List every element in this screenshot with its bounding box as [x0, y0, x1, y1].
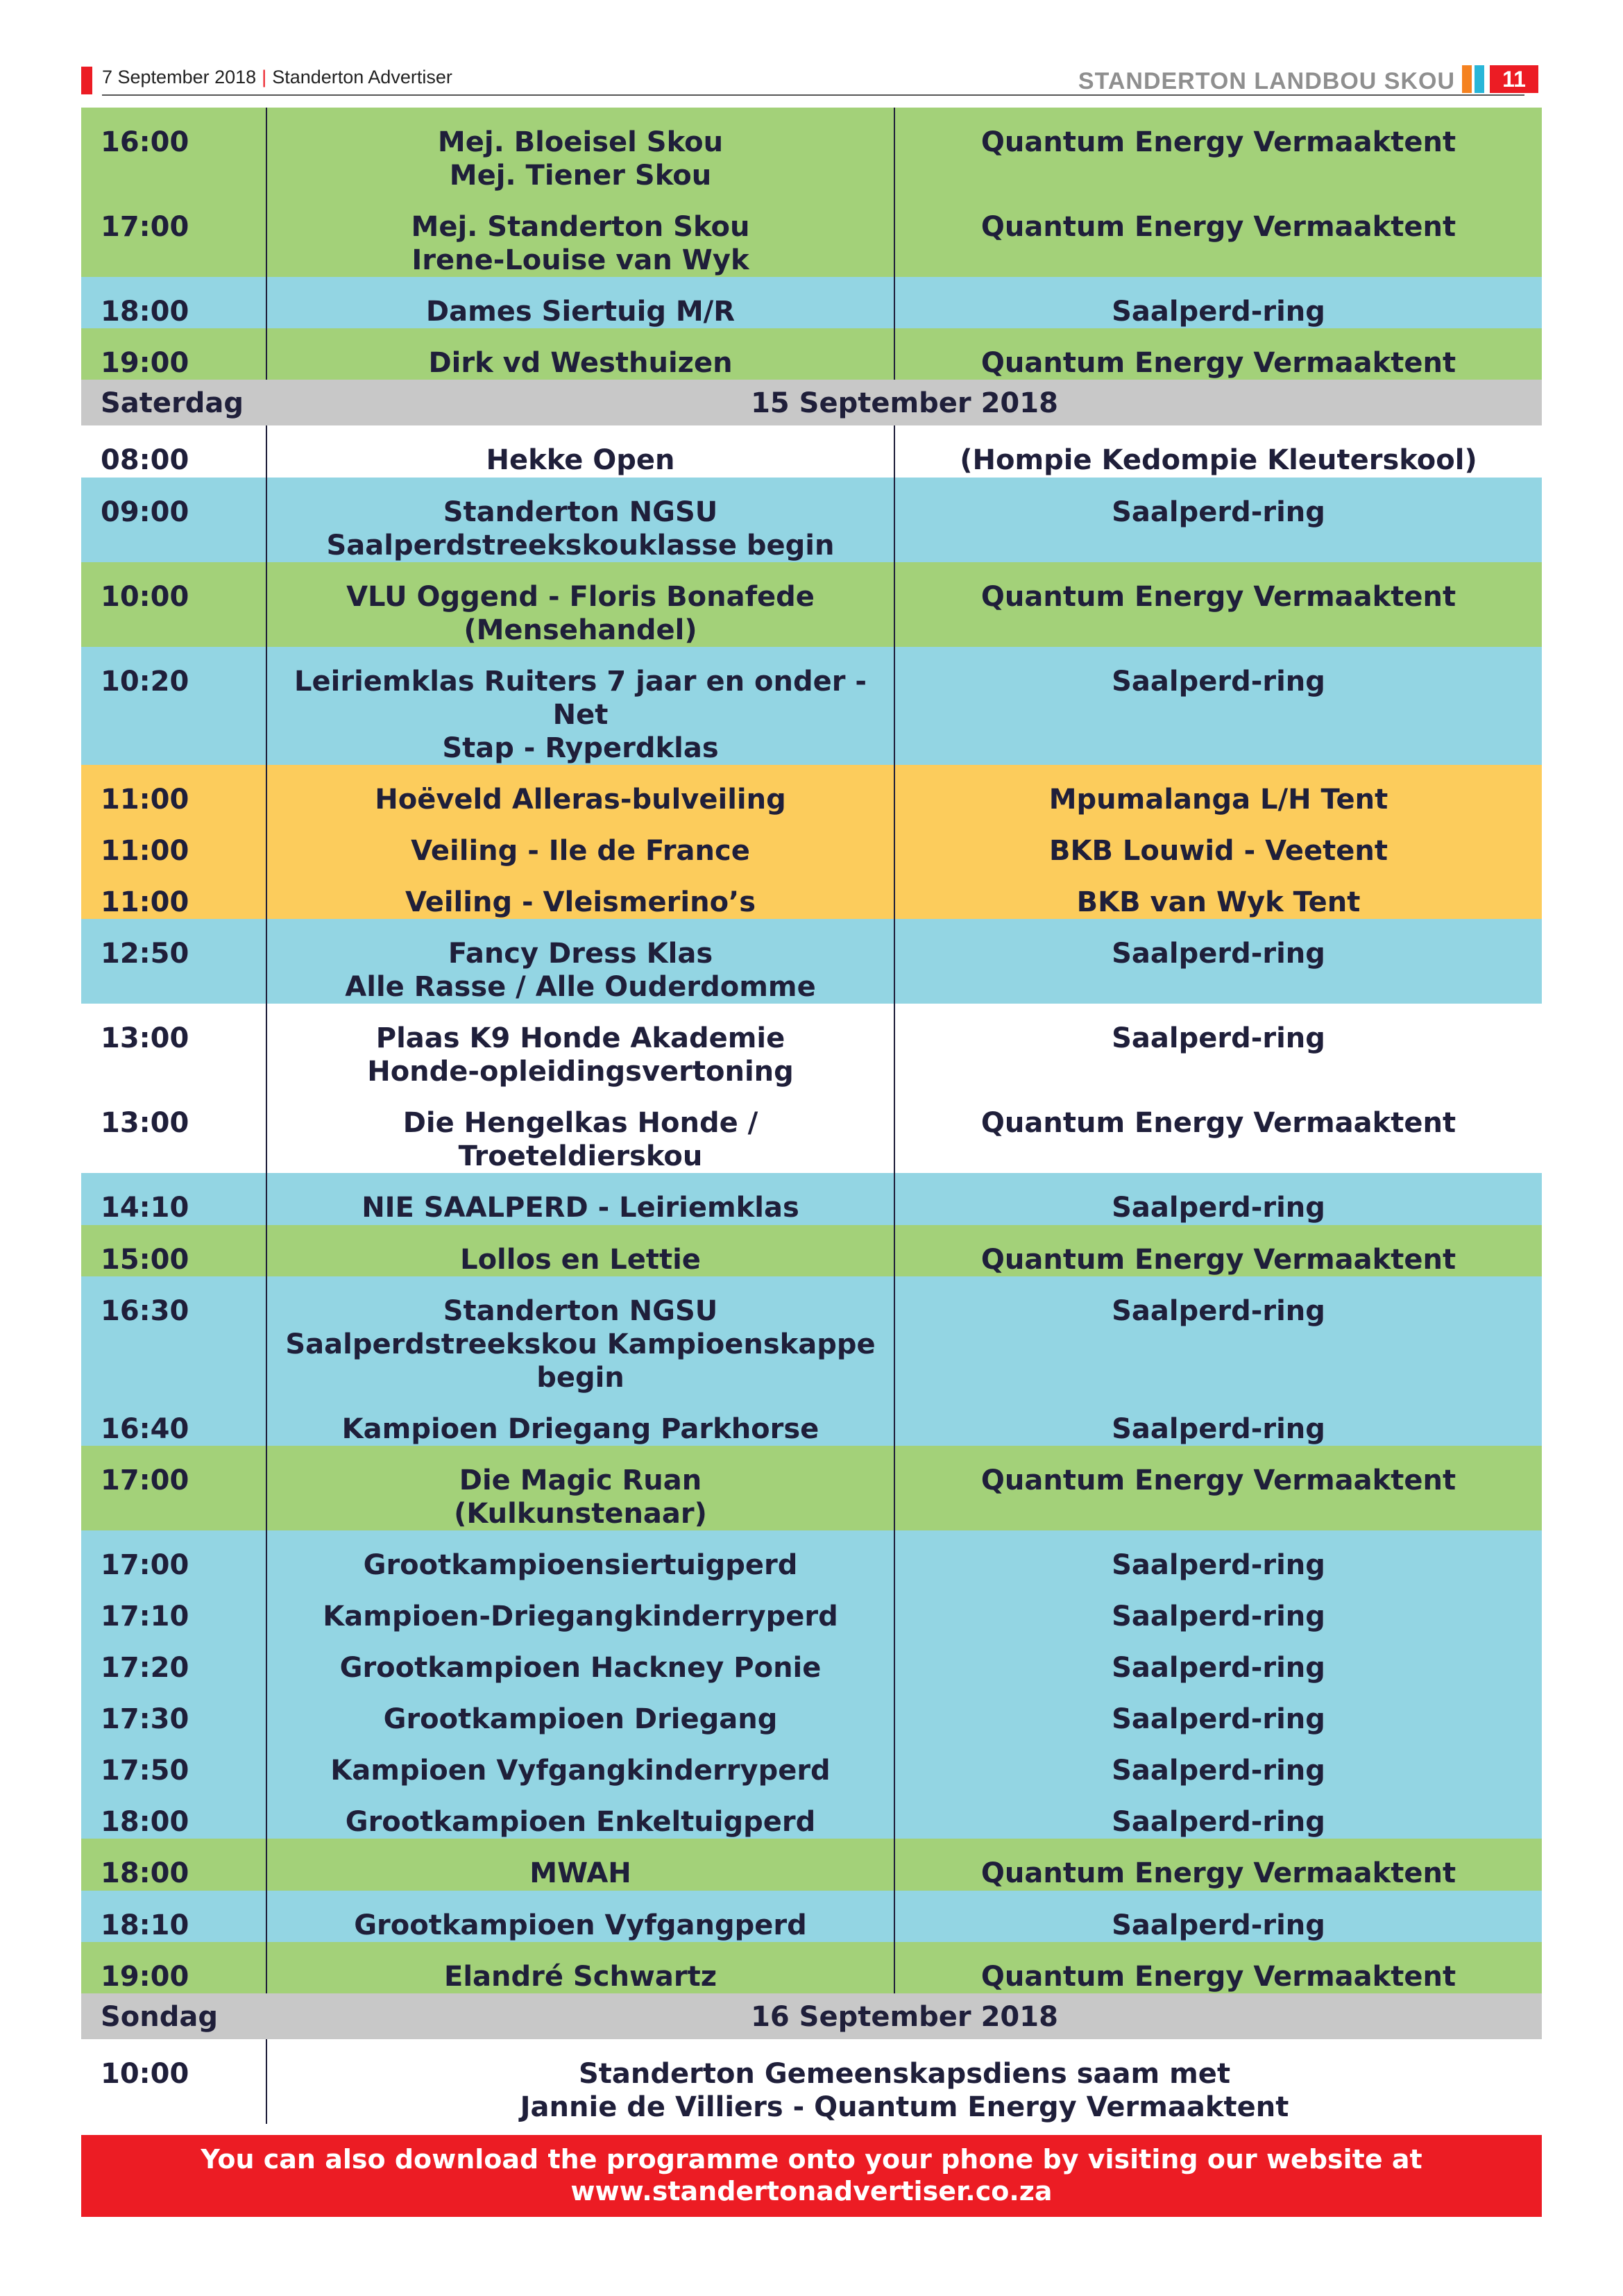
event-name: Mej. Bloeisel Skou Mej. Tiener Skou [267, 108, 895, 192]
schedule-row [81, 1446, 1542, 1530]
event-venue: Quantum Energy Vermaaktent [980, 347, 1456, 380]
schedule-row [81, 1088, 1542, 1173]
event-name: Grootkampioen Hackney Ponie [267, 1633, 895, 1685]
day-date: 15 September 2018 [751, 387, 1058, 420]
event-venue: Quantum Energy Vermaaktent [980, 1243, 1456, 1276]
day-name: Sondag [101, 2000, 219, 2033]
event-time: 13:00 [81, 1004, 267, 1088]
event-name: Elandré Schwartz [267, 1942, 895, 1993]
event-venue: Saalperd-ring [1112, 1755, 1325, 1787]
download-banner-text: You can also download the programme onto your phone by visiting our website at [201, 2144, 1422, 2175]
schedule-row [81, 1173, 1542, 1224]
header-orange-block [1462, 65, 1472, 93]
event-time: 16:30 [81, 1276, 267, 1394]
event-venue: Saalperd-ring [1112, 1652, 1325, 1685]
schedule-row [81, 1839, 1542, 1890]
schedule-row [81, 1004, 1542, 1088]
event-venue: Saalperd-ring [1112, 1412, 1325, 1445]
schedule-row [81, 2039, 1542, 2124]
event-time: 17:50 [81, 1736, 267, 1787]
event-time: 10:00 [81, 2039, 267, 2124]
event-venue: Quantum Energy Vermaaktent [980, 126, 1456, 158]
event-time: 18:10 [81, 1891, 267, 1942]
event-venue: BKB van Wyk Tent [1076, 886, 1361, 919]
event-time: 18:00 [81, 277, 267, 328]
event-time: 17:10 [81, 1582, 267, 1633]
schedule-row [81, 765, 1542, 816]
event-name: Standerton NGSU Saalperdstreekskou Kampioenskappe begin [267, 1276, 895, 1394]
event-time: 18:00 [81, 1839, 267, 1890]
event-time: 13:00 [81, 1088, 267, 1173]
event-name: Fancy Dress Klas Alle Rasse / Alle Ouderdomme [267, 919, 895, 1004]
schedule-row [81, 919, 1542, 1004]
schedule-row [81, 1582, 1542, 1633]
event-venue: Saalperd-ring [1112, 1192, 1325, 1224]
day-date: 16 September 2018 [751, 2000, 1058, 2033]
event-time: 14:10 [81, 1173, 267, 1224]
event-description: Standerton Gemeenskapsdiens saam met Jannie de Villiers - Quantum Energy Vermaaktent [520, 2057, 1289, 2123]
schedule-row [81, 478, 1542, 562]
schedule-row [81, 1276, 1542, 1394]
page-number: 11 [1490, 65, 1538, 93]
event-time: 16:40 [81, 1394, 267, 1446]
schedule-row [81, 1530, 1542, 1582]
event-venue: Quantum Energy Vermaaktent [980, 1464, 1456, 1496]
event-time: 19:00 [81, 328, 267, 380]
event-name: MWAH [267, 1839, 895, 1890]
event-name: Grootkampioensiertuigperd [267, 1530, 895, 1582]
event-venue: Saalperd-ring [1112, 1909, 1325, 1941]
event-venue: Quantum Energy Vermaaktent [980, 1960, 1456, 1993]
day-name: Saterdag [101, 387, 244, 420]
schedule-row [81, 1685, 1542, 1736]
event-name: Lollos en Lettie [267, 1225, 895, 1276]
schedule-row [81, 328, 1542, 380]
event-time: 16:00 [81, 108, 267, 192]
schedule-row [81, 562, 1542, 647]
schedule-row [81, 1736, 1542, 1787]
event-venue: Saalperd-ring [1112, 938, 1325, 970]
header-blue-block [1475, 65, 1484, 93]
schedule-row [81, 647, 1542, 765]
schedule-row [81, 1394, 1542, 1446]
event-venue: Saalperd-ring [1112, 296, 1325, 328]
event-name: Kampioen Vyfgangkinderryperd [267, 1736, 895, 1787]
event-venue: Saalperd-ring [1112, 1703, 1325, 1736]
event-time: 19:00 [81, 1942, 267, 1993]
event-time: 18:00 [81, 1787, 267, 1839]
event-name: VLU Oggend - Floris Bonafede (Mensehandel) [267, 562, 895, 647]
event-name: Mej. Standerton Skou Irene-Louise van Wyk [267, 192, 895, 277]
event-venue: (Hompie Kedompie Kleuterskool) [960, 444, 1477, 477]
event-venue: Quantum Energy Vermaaktent [980, 1107, 1456, 1140]
day-header-row [81, 380, 1542, 425]
header-separator: | [262, 67, 267, 87]
event-name: Leiriemklas Ruiters 7 jaar en onder - Net Stap - Ryperdklas [267, 647, 895, 765]
schedule-row [81, 1225, 1542, 1276]
event-time: 12:50 [81, 919, 267, 1004]
schedule-row [81, 1942, 1542, 1993]
schedule-row [81, 1891, 1542, 1942]
event-time: 17:00 [81, 1446, 267, 1530]
page-header [81, 64, 1538, 97]
event-name: Hekke Open [267, 425, 895, 477]
event-time: 08:00 [81, 425, 267, 477]
schedule-row [81, 816, 1542, 868]
event-venue: Mpumalanga L/H Tent [1048, 783, 1388, 816]
event-venue: BKB Louwid - Veetent [1049, 834, 1388, 867]
event-venue: Quantum Energy Vermaaktent [980, 211, 1456, 244]
event-time: 17:00 [81, 192, 267, 277]
event-time: 10:20 [81, 647, 267, 765]
schedule-row [81, 192, 1542, 277]
header-dateline [102, 67, 452, 88]
event-name: Dames Siertuig M/R [267, 277, 895, 328]
event-time: 09:00 [81, 478, 267, 562]
event-name: Hoëveld Alleras-bulveiling [267, 765, 895, 816]
event-name: Grootkampioen Enkeltuigperd [267, 1787, 895, 1839]
schedule-table [81, 108, 1542, 2124]
event-name: Kampioen Driegang Parkhorse [267, 1394, 895, 1446]
download-banner [81, 2135, 1542, 2217]
schedule-row [81, 108, 1542, 192]
event-name: Die Hengelkas Honde / Troeteldierskou [267, 1088, 895, 1173]
section-title: STANDERTON LANDBOU SKOU [1078, 68, 1455, 94]
event-venue: Saalperd-ring [1112, 1548, 1325, 1581]
event-name: Die Magic Ruan (Kulkunstenaar) [267, 1446, 895, 1530]
event-name: Veiling - Vleismerino’s [267, 868, 895, 919]
event-venue: Saalperd-ring [1112, 496, 1325, 528]
event-venue: Quantum Energy Vermaaktent [980, 1857, 1456, 1890]
header-date: 7 September 2018 [102, 67, 257, 87]
event-name: Dirk vd Westhuizen [267, 328, 895, 380]
event-time: 15:00 [81, 1225, 267, 1276]
day-header-row [81, 1993, 1542, 2039]
event-time: 17:20 [81, 1633, 267, 1685]
event-venue: Saalperd-ring [1112, 1022, 1325, 1055]
event-name: Grootkampioen Vyfgangperd [267, 1891, 895, 1942]
event-venue: Saalperd-ring [1112, 1806, 1325, 1839]
event-time: 17:30 [81, 1685, 267, 1736]
header-accent-bar [81, 67, 92, 94]
event-time: 17:00 [81, 1530, 267, 1582]
event-venue: Saalperd-ring [1112, 665, 1325, 698]
event-name: Standerton NGSU Saalperdstreekskouklasse begin [267, 478, 895, 562]
event-name: NIE SAALPERD - Leiriemklas [267, 1173, 895, 1224]
event-venue: Quantum Energy Vermaaktent [980, 580, 1456, 613]
event-time: 10:00 [81, 562, 267, 647]
schedule-row [81, 277, 1542, 328]
header-publication: Standerton Advertiser [272, 67, 452, 87]
event-venue: Saalperd-ring [1112, 1294, 1325, 1327]
event-venue: Saalperd-ring [1112, 1600, 1325, 1632]
event-name: Grootkampioen Driegang [267, 1685, 895, 1736]
event-time: 11:00 [81, 816, 267, 868]
event-time: 11:00 [81, 868, 267, 919]
schedule-row [81, 1787, 1542, 1839]
event-name: Veiling - Ile de France [267, 816, 895, 868]
event-time: 11:00 [81, 765, 267, 816]
schedule-row [81, 425, 1542, 477]
schedule-row [81, 1633, 1542, 1685]
event-name: Plaas K9 Honde Akademie Honde-opleidingsvertoning [267, 1004, 895, 1088]
schedule-row [81, 868, 1542, 919]
event-name: Kampioen-Driegangkinderryperd [267, 1582, 895, 1633]
website-link[interactable]: www.standertonadvertiser.co.za [570, 2176, 1053, 2206]
